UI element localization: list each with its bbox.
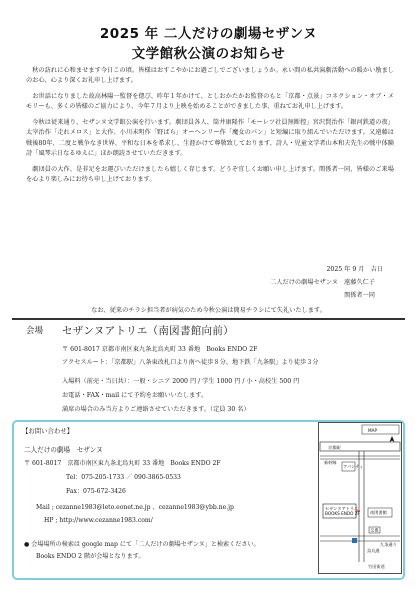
contact-address: 〒 601-8017 京都市南区東九条北烏丸町 33 番地 Books ENDO 2F xyxy=(24,460,221,467)
letter-paragraph-4: 劇団員の大作、是非足をお運びいただけましたら嬉しく存じます。どうぞ宜しくお願い申し上げます。関係者一同、皆様のご来場を心より楽しみにお待ち申し上げております。 xyxy=(26,165,394,184)
map-label-library: 南図書館 xyxy=(370,510,387,515)
flyer-notice: なお、従来のチラシ担当者が病気のため今秋公演は簡易チラシにて失礼いたします。 xyxy=(91,307,326,314)
map-label-kujo: 九条通り xyxy=(380,542,397,547)
contact-fax: Fax：075-672-3426 xyxy=(66,488,126,495)
map-label-atelier: セザンヌアトリエ xyxy=(325,506,359,511)
letter-signature-staff: 関係者一同 xyxy=(344,292,375,299)
section-divider xyxy=(12,318,405,320)
venue-name: セザンヌアトリエ（南図書館向前） xyxy=(62,325,234,337)
map-label-books: BOOKS ENDO 2F xyxy=(325,511,360,516)
contact-tel: Tel：075-205-1733 ／ 090-3865-0533 xyxy=(66,474,181,481)
map-heading: MAP xyxy=(368,428,378,433)
map-label-kyoto-station: 京都駅 xyxy=(328,445,341,450)
letter-paragraph-1: 秋の訪れに心和ませます今日この頃。皆様はおすこやかにお過ごしでございましょうか。永い間の私共演劇活動への暖かい励ましのお心、心より深くお礼申し上げます。 xyxy=(26,67,394,85)
map-label-karasuma: 烏丸通 xyxy=(367,548,380,553)
contact-org: 二人だけの劇場 セザンヌ xyxy=(24,446,103,454)
map-label-takeda: 竹田街道 xyxy=(368,564,385,569)
title-line-1: 2025 年 二人だけの劇場セザンヌ xyxy=(99,26,318,42)
venue-label: 会場 xyxy=(26,326,44,336)
letter-body xyxy=(26,66,394,191)
access-map xyxy=(318,422,402,574)
contact-heading: 【お問い合わせ】 xyxy=(22,427,74,435)
contact-map-note-2: Books ENDO 2 階が会場となります。 xyxy=(36,553,145,560)
venue-capacity: 満席の場合のみ当方よりご連絡させていただきます。（定員 30 名） xyxy=(62,406,250,413)
title-line-2: 文学館秋公演のお知らせ xyxy=(131,46,286,62)
subway-icon xyxy=(352,538,357,543)
venue-reservation: お電話・FAX・mail にて予約をお願いいたします。 xyxy=(62,392,208,399)
contact-homepage[interactable]: HP ; http://www.cezanne1983.com/ xyxy=(44,517,153,524)
letter-paragraph-2: お世話になりました故高林陽一監督を偲び、昨年１年かけて、としおかたかお監督のもと「京都・点景」コネクション・オブ・メモリーも、多くの皆様のご協力により、今年７月より上映を始めることができました事、重ねてお礼申し上げます。 xyxy=(26,93,394,111)
letter-signature: 二人だけの劇場セザンヌ 遠藤久仁子 xyxy=(270,279,375,286)
map-label-shinkansen: 新幹線 xyxy=(324,460,337,465)
contact-map-note: ● 会場場所の検索は google map にて「二人だけの劇場セザンヌ」と検索ください。 xyxy=(24,541,260,548)
letter-date: 2025 年 9 月 吉日 xyxy=(326,266,383,273)
venue-fee: 入場料（前売・当日共）：一般・シニア 2000 円 / 学生 1000 円 / 小・高校生 500 円 xyxy=(62,378,300,385)
letter-paragraph-3: 今秋は従来通り、セザンヌ文学館公演を行います。劇団員各人、筒井康隆作「モーレツ社員無断控」宮沢賢治作「銀河鉄道の夜」太宰治作「走れメロス」と大作、小川未明作「野ばら」オーヘンリー作「魔女のパン」と短編に取り組んでいただけます。又遠藤は戦後80年、二度と戦争なき世界、平和な日本を希求し、生涯かけて尊敬致しております、詩人・児童文学者山本和夫先生の戦中体験詩「風琴示日なるゆえに」ほか朗読させていただきます。 xyxy=(26,119,394,158)
map-label-police: 交番 xyxy=(370,527,379,533)
venue-address: 〒 601-8017 京都市南区東九条北烏丸町 33 番地 Books ENDO 2F xyxy=(62,346,258,353)
contact-mail[interactable]: Mail ; cezanne1983@leto.eonet.ne.jp 、cezanne1983@ybb.ne.jp xyxy=(36,504,234,511)
map-label-avanti: アバンティ xyxy=(343,464,364,469)
venue-access: アクセスルート：「京都駅」八条東改札口より南へ徒歩８分、地下鉄「九条駅」より徒歩３分 xyxy=(62,359,319,366)
